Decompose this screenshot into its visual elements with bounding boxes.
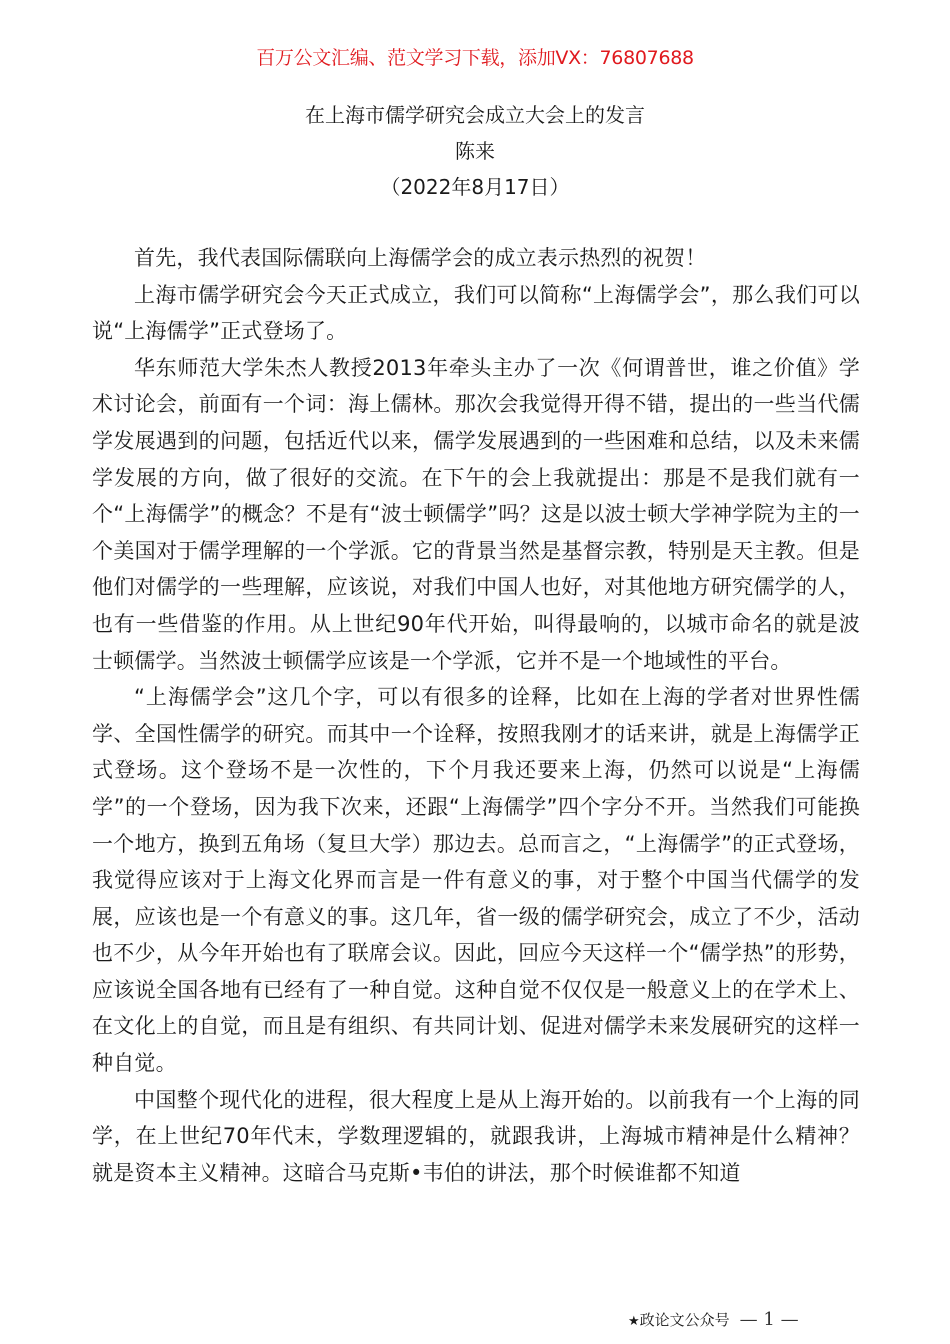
title-block	[0, 97, 950, 205]
paragraph: 上海市儒学研究会今天正式成立，我们可以简称“上海儒学会”，那么我们可以说“上海儒学”正式登场了。	[92, 282, 860, 344]
paragraph: 首先，我代表国际儒联向上海儒学会的成立表示热烈的祝贺！	[134, 246, 707, 270]
page-footer	[628, 1310, 799, 1332]
footer-source-label: 政论文公众号	[639, 1311, 730, 1329]
paragraph: 华东师范大学朱杰人教授2013年牵头主办了一次《何谓普世，谁之价值》学术讨论会，前面有一个词：海上儒林。那次会我觉得开得不错，提出的一些当代儒学发展遇到的问题，包括近代以来，儒学发展遇到的一些困难和总结，以及未来儒学发展的方向，做了很好的交流。在下午的会上我就提出：那是不是我们就有一个“上海儒学”的概念？不是有“波士顿儒学”吗？这是以波士顿大学神学院为主的一个美国对于儒学理解的一个学派。它的背景当然是基督宗教，特别是天主教。但是他们对儒学的一些理解，应该说，对我们中国人也好，对其他地方研究儒学的人，也有一些借鉴的作用。从上世纪90年代开始，叫得最响的，以城市命名的就是波士顿儒学。当然波士顿儒学应该是一个学派，它并不是一个地域性的平台。	[92, 355, 860, 673]
paragraph: “上海儒学会”这几个字，可以有很多的诠释，比如在上海的学者对世界性儒学、全国性儒学的研究。而其中一个诠释，按照我刚才的话来讲，就是上海儒学正式登场。这个登场不是一次性的，下个月我还要来上海，仍然可以说是“上海儒学”的一个登场，因为我下次来，还跟“上海儒学”四个字分不开。当然我们可能换一个地方，换到五角场（复旦大学）那边去。总而言之，“上海儒学”的正式登场，我觉得应该对于上海文化界而言是一件有意义的事，对于整个中国当代儒学的发展，应该也是一个有意义的事。这几年，省一级的儒学研究会，成立了不少，活动也不少，从今年开始也有了联席会议。因此，回应今天这样一个“儒学热”的形势，应该说全国各地有已经有了一种自觉。这种自觉不仅仅是一般意义上的在学术上、在文化上的自觉，而且是有组织、有共同计划、促进对儒学未来发展研究的这样一种自觉。	[92, 685, 860, 1076]
document-author: 陈来	[455, 139, 495, 163]
star-icon: ★	[628, 1314, 640, 1329]
paragraph: 中国整个现代化的进程，很大程度上是从上海开始的。以前我有一个上海的同学，在上世纪70年代末，学数理逻辑的，就跟我讲，上海城市精神是什么精神？就是资本主义精神。这暗合马克斯•韦伯的讲法，那个时候谁都不知道	[92, 1087, 860, 1185]
document-body	[92, 240, 860, 1191]
document-date: （2022年8月17日）	[380, 175, 570, 199]
promo-banner: 百万公文汇编、范文学习下载，添加VX：76807688	[256, 47, 694, 69]
page-number: — 1 —	[739, 1309, 799, 1330]
document-title: 在上海市儒学研究会成立大会上的发言	[305, 103, 645, 127]
